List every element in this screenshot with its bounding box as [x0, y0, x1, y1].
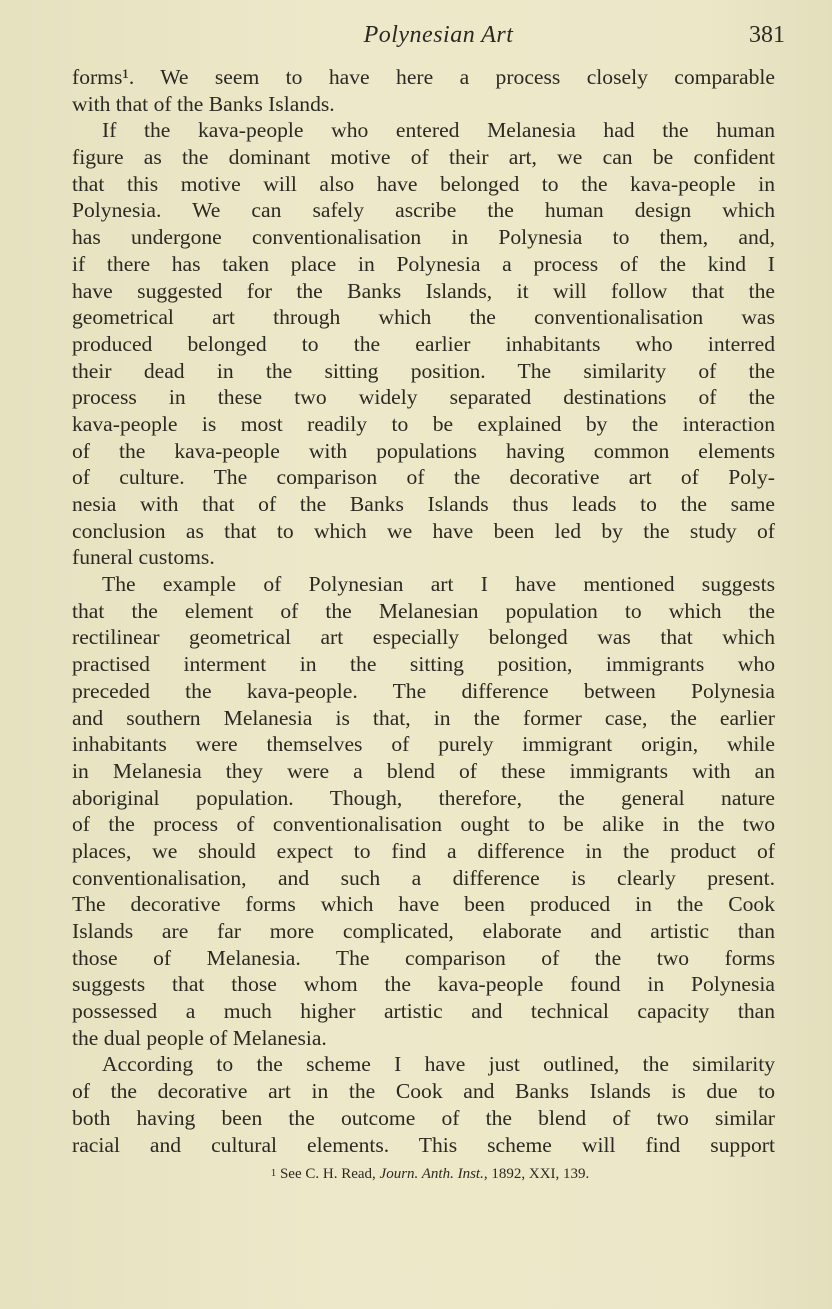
text-line	[72, 171, 775, 198]
text-line	[72, 971, 775, 998]
text-line-content: conventionalisation, and such a difference is clearly present.	[72, 865, 775, 890]
text-line-content: that the element of the Melanesian population to which the	[72, 598, 775, 623]
text-line-content: process in these two widely separated destinations of the	[72, 385, 775, 410]
footnote-journal: Journ. Anth. Inst.	[379, 1166, 484, 1182]
text-line	[72, 571, 775, 598]
text-line	[72, 598, 775, 625]
text-line	[72, 544, 775, 571]
text-line-content: their dead in the sitting position. The similarity of the	[72, 358, 775, 383]
page-header	[72, 22, 785, 54]
text-line	[72, 304, 775, 331]
footnote-marker: 1	[270, 1167, 277, 1179]
text-line	[72, 224, 775, 251]
text-line-content: that this motive will also have belonged to the kava-people in	[72, 171, 775, 196]
text-line-content: in Melanesia they were a blend of these immigrants with an	[72, 758, 775, 783]
text-line	[72, 1078, 775, 1105]
text-line	[72, 785, 775, 812]
text-line	[72, 358, 775, 385]
text-line	[72, 278, 775, 305]
text-line-content: practised interment in the sitting position, immigrants who	[72, 652, 775, 677]
text-line-content: the dual people of Melanesia.	[72, 1025, 327, 1050]
text-line	[72, 91, 775, 118]
text-line	[72, 464, 775, 491]
text-line-content: geometrical art through which the conventionalisation was	[72, 305, 775, 330]
text-line-content: suggests that those whom the kava-people found in Polynesia	[72, 972, 775, 997]
text-line	[72, 64, 775, 91]
text-line	[72, 384, 775, 411]
text-line-content: and southern Melanesia is that, in the former case, the earlier	[72, 705, 775, 730]
text-line	[72, 811, 775, 838]
text-line	[72, 838, 775, 865]
text-line	[72, 144, 775, 171]
footnote-prefix: See C. H. Read,	[276, 1166, 380, 1182]
text-line-content: conclusion as that to which we have been led by the study of	[72, 518, 775, 543]
text-line-content: aboriginal population. Though, therefore, the general nature	[72, 785, 775, 810]
text-line	[72, 197, 775, 224]
text-line	[72, 731, 775, 758]
text-line-content: have suggested for the Banks Islands, it will follow that the	[72, 278, 775, 303]
text-line	[72, 918, 775, 945]
text-line-content: Polynesia. We can safely ascribe the human design which	[72, 198, 775, 223]
page-number: 381	[749, 22, 785, 48]
text-line-content: inhabitants were themselves of purely immigrant origin, while	[72, 732, 775, 757]
text-line	[72, 117, 775, 144]
text-line-content: of the decorative art in the Cook and Banks Islands is due to	[72, 1079, 775, 1104]
text-line-content: possessed a much higher artistic and technical capacity than	[72, 999, 775, 1024]
text-line	[72, 758, 775, 785]
text-line	[72, 865, 775, 892]
text-line	[72, 651, 775, 678]
text-line-content: preceded the kava-people. The difference between Polynesia	[72, 678, 775, 703]
text-line-content: those of Melanesia. The comparison of the two forms	[72, 945, 775, 970]
text-line-content: figure as the dominant motive of their art, we can be confident	[72, 145, 775, 170]
text-line-content: kava-people is most readily to be explained by the interaction	[72, 411, 775, 436]
text-line	[72, 1051, 775, 1078]
text-line-content: The example of Polynesian art I have mentioned suggests	[102, 572, 775, 597]
text-line-content: with that of the Banks Islands.	[72, 91, 335, 116]
text-line-content: According to the scheme I have just outlined, the similarity	[102, 1052, 775, 1077]
text-line-content: of culture. The comparison of the decorative art of Poly-	[72, 465, 775, 490]
text-line	[72, 1105, 775, 1132]
text-line-content: places, we should expect to find a difference in the product of	[72, 838, 775, 863]
running-title: Polynesian Art	[363, 22, 514, 48]
text-line-content: rectilinear geometrical art especially belonged was that which	[72, 625, 775, 650]
text-line-content: Islands are far more complicated, elaborate and artistic than	[72, 919, 775, 943]
text-line	[72, 891, 775, 918]
text-line	[72, 331, 775, 358]
text-line	[72, 1132, 775, 1159]
text-line-content: both having been the outcome of the blend of two similar	[72, 1105, 775, 1130]
text-line	[72, 678, 775, 705]
text-line-content: has undergone conventionalisation in Polynesia to them, and,	[72, 225, 775, 250]
text-line-content: nesia with that of the Banks Islands thus leads to the same	[72, 492, 775, 516]
text-line	[72, 1025, 775, 1052]
text-line	[72, 624, 775, 651]
text-line	[72, 411, 775, 438]
text-line-content: funeral customs.	[72, 545, 215, 570]
text-line	[72, 945, 775, 972]
footnote	[0, 1166, 832, 1183]
text-line-content: If the kava-people who entered Melanesia had the human	[102, 118, 775, 143]
text-line-content: forms¹. We seem to have here a process closely comparable	[72, 65, 775, 89]
text-line	[72, 518, 775, 545]
text-line	[72, 438, 775, 465]
text-line-content: of the kava-people with populations having common elements	[72, 438, 775, 463]
text-line-content: The decorative forms which have been produced in the Cook	[72, 892, 775, 917]
text-line	[72, 491, 775, 518]
text-line	[72, 705, 775, 732]
text-line	[72, 998, 775, 1025]
text-line	[72, 251, 775, 278]
text-line-content: of the process of conventionalisation ought to be alike in the two	[72, 812, 775, 837]
footnote-suffix: , 1892, XXI, 139.	[483, 1166, 590, 1182]
body-text	[72, 64, 775, 1158]
text-line-content: racial and cultural elements. This scheme will find support	[72, 1132, 775, 1157]
text-line-content: if there has taken place in Polynesia a process of the kind I	[72, 251, 775, 276]
text-line-content: produced belonged to the earlier inhabitants who interred	[72, 331, 775, 356]
